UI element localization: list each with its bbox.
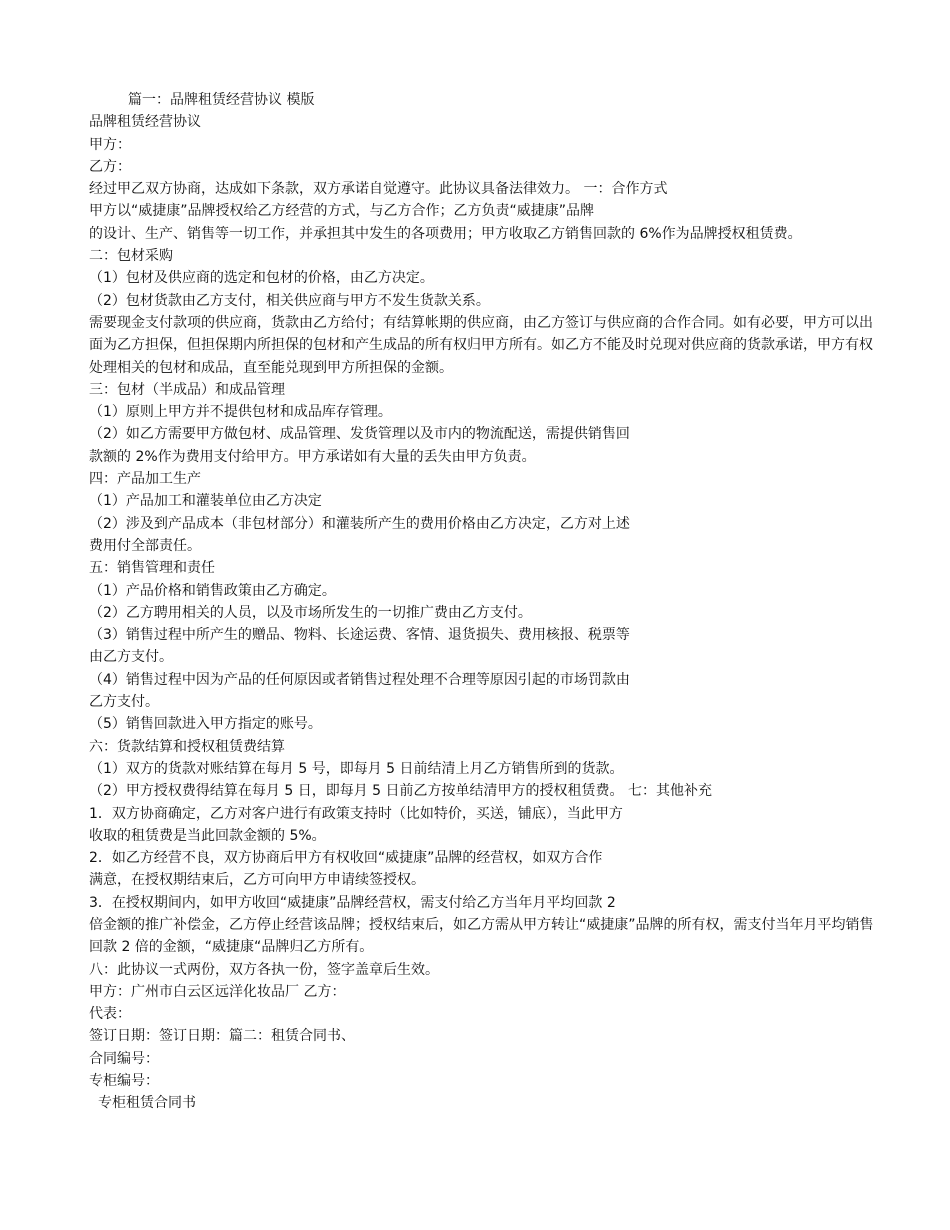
clause-item: （4）销售过程中因为产品的任何原因或者销售过程处理不合理等原因引起的市场罚款由: [89, 671, 630, 688]
document-body: [89, 89, 879, 1115]
preamble-line: 经过甲乙双方协商，达成如下条款，双方承诺自觉遵守。此协议具备法律效力。 一：合作方式: [89, 181, 668, 198]
clause-heading: 四：产品加工生产: [89, 471, 201, 488]
paragraph-text: 需要现金支付款项的供应商，货款由乙方给付；有结算帐期的供应商，由乙方签订与供应商的合作合同。如有必要，甲方可以出面为乙方担保，但担保期内所担保的包材和产生成品的所有权归甲方所有。如乙方不能及时兑现对供应商的货款承诺，甲方有权处理相关的包材和成品，直至能兑现到甲方所担保的金额。: [89, 314, 873, 376]
clause-item: （1）产品价格和销售政策由乙方确定。: [89, 582, 336, 599]
paragraph-line: 满意，在授权期结束后，乙方可向甲方申请续签授权。: [89, 872, 425, 889]
counter-number-line: 专柜编号：: [89, 1073, 159, 1090]
paragraph-line: 款额的 2%作为费用支付给甲方。甲方承诺如有大量的丢失由甲方负责。: [89, 448, 536, 465]
clause-item: （1）原则上甲方并不提供包材和成品库存管理。: [89, 404, 392, 421]
clause-heading: 二：包材采购: [89, 248, 173, 265]
clause-item: （2）涉及到产品成本（非包材部分）和灌装所产生的费用价格由乙方决定，乙方对上述: [89, 515, 630, 532]
contract-number-line: 合同编号：: [89, 1050, 159, 1067]
paragraph-line: 收取的租赁费是当此回款金额的 5%。: [89, 827, 326, 844]
clause-heading: 三：包材（半成品）和成品管理: [89, 381, 285, 398]
clause-heading: 五：销售管理和责任: [89, 560, 215, 577]
clause-item: （2）甲方授权费得结算在每月 5 日，即每月 5 日前乙方按单结清甲方的授权租赁费。 七：其他补充: [89, 783, 712, 800]
clause-heading: 六：货款结算和授权租赁费结算: [89, 738, 285, 755]
section-heading-1: 篇一：品牌租赁经营协议 模版: [128, 92, 315, 108]
paragraph-line: 甲方以“威捷康”品牌授权给乙方经营的方式，与乙方合作；乙方负责“威捷康”品牌: [89, 203, 595, 220]
agreement-title: 品牌租赁经营协议: [89, 114, 201, 131]
representative-line: 代表：: [89, 1006, 131, 1023]
clause-item: （1）产品加工和灌装单位由乙方决定: [89, 493, 322, 510]
clause-item: （2）包材货款由乙方支付，相关供应商与甲方不发生货款关系。: [89, 292, 490, 309]
clause-item: （2）乙方聘用相关的人员，以及市场所发生的一切推广费由乙方支付。: [89, 604, 532, 621]
clause-item: 3．在授权期间内，如甲方收回“威捷康”品牌经营权，需支付给乙方当年月平均回款 2: [89, 894, 616, 911]
signing-date-line: 签订日期：签订日期：篇二：租赁合同书、: [89, 1028, 355, 1045]
paragraph-text: 倍金额的推广补偿金，乙方停止经营该品牌；授权结束后，如乙方需从甲方转让“威捷康”品牌的所有权，需支付当年月平均销售回款 2 倍的金额，“威捷康“品牌归乙方所有。: [89, 916, 874, 956]
clause-item: （2）如乙方需要甲方做包材、成品管理、发货管理以及市内的物流配送，需提供销售回: [89, 426, 630, 443]
clause-heading: 八：此协议一式两份，双方各执一份，签字盖章后生效。: [89, 961, 439, 978]
clause-item: （1）双方的货款对账结算在每月 5 号，即每月 5 日前结清上月乙方销售所到的货款。: [89, 760, 624, 777]
clause-item: 1．双方协商确定，乙方对客户进行有政策支持时（比如特价，买送，铺底），当此甲方: [89, 805, 623, 822]
clause-item: （5）销售回款进入甲方指定的账号。: [89, 716, 322, 733]
party-a-line: 甲方：: [89, 136, 131, 153]
paragraph-line: 由乙方支付。: [89, 649, 173, 666]
party-b-line: 乙方：: [89, 158, 131, 175]
paragraph-text: 的设计、生产、销售等一切工作，并承担其中发生的各项费用；甲方收取乙方销售回款的 6%作为品牌授权租赁费。: [89, 225, 802, 242]
clause-item: （3）销售过程中所产生的赠品、物料、长途运费、客情、退货损失、费用核报、税票等: [89, 627, 630, 644]
clause-item: （1）包材及供应商的选定和包材的价格，由乙方决定。: [89, 270, 434, 287]
section-heading-2: 专柜租赁合同书: [98, 1095, 196, 1112]
signature-party-line: 甲方：广州市白云区远洋化妆品厂 乙方：: [89, 983, 346, 1000]
clause-item: 2．如乙方经营不良，双方协商后甲方有权收回“威捷康”品牌的经营权，如双方合作: [89, 850, 603, 867]
paragraph-line: 费用付全部责任。: [89, 537, 201, 554]
paragraph-line: 乙方支付。: [89, 694, 159, 711]
